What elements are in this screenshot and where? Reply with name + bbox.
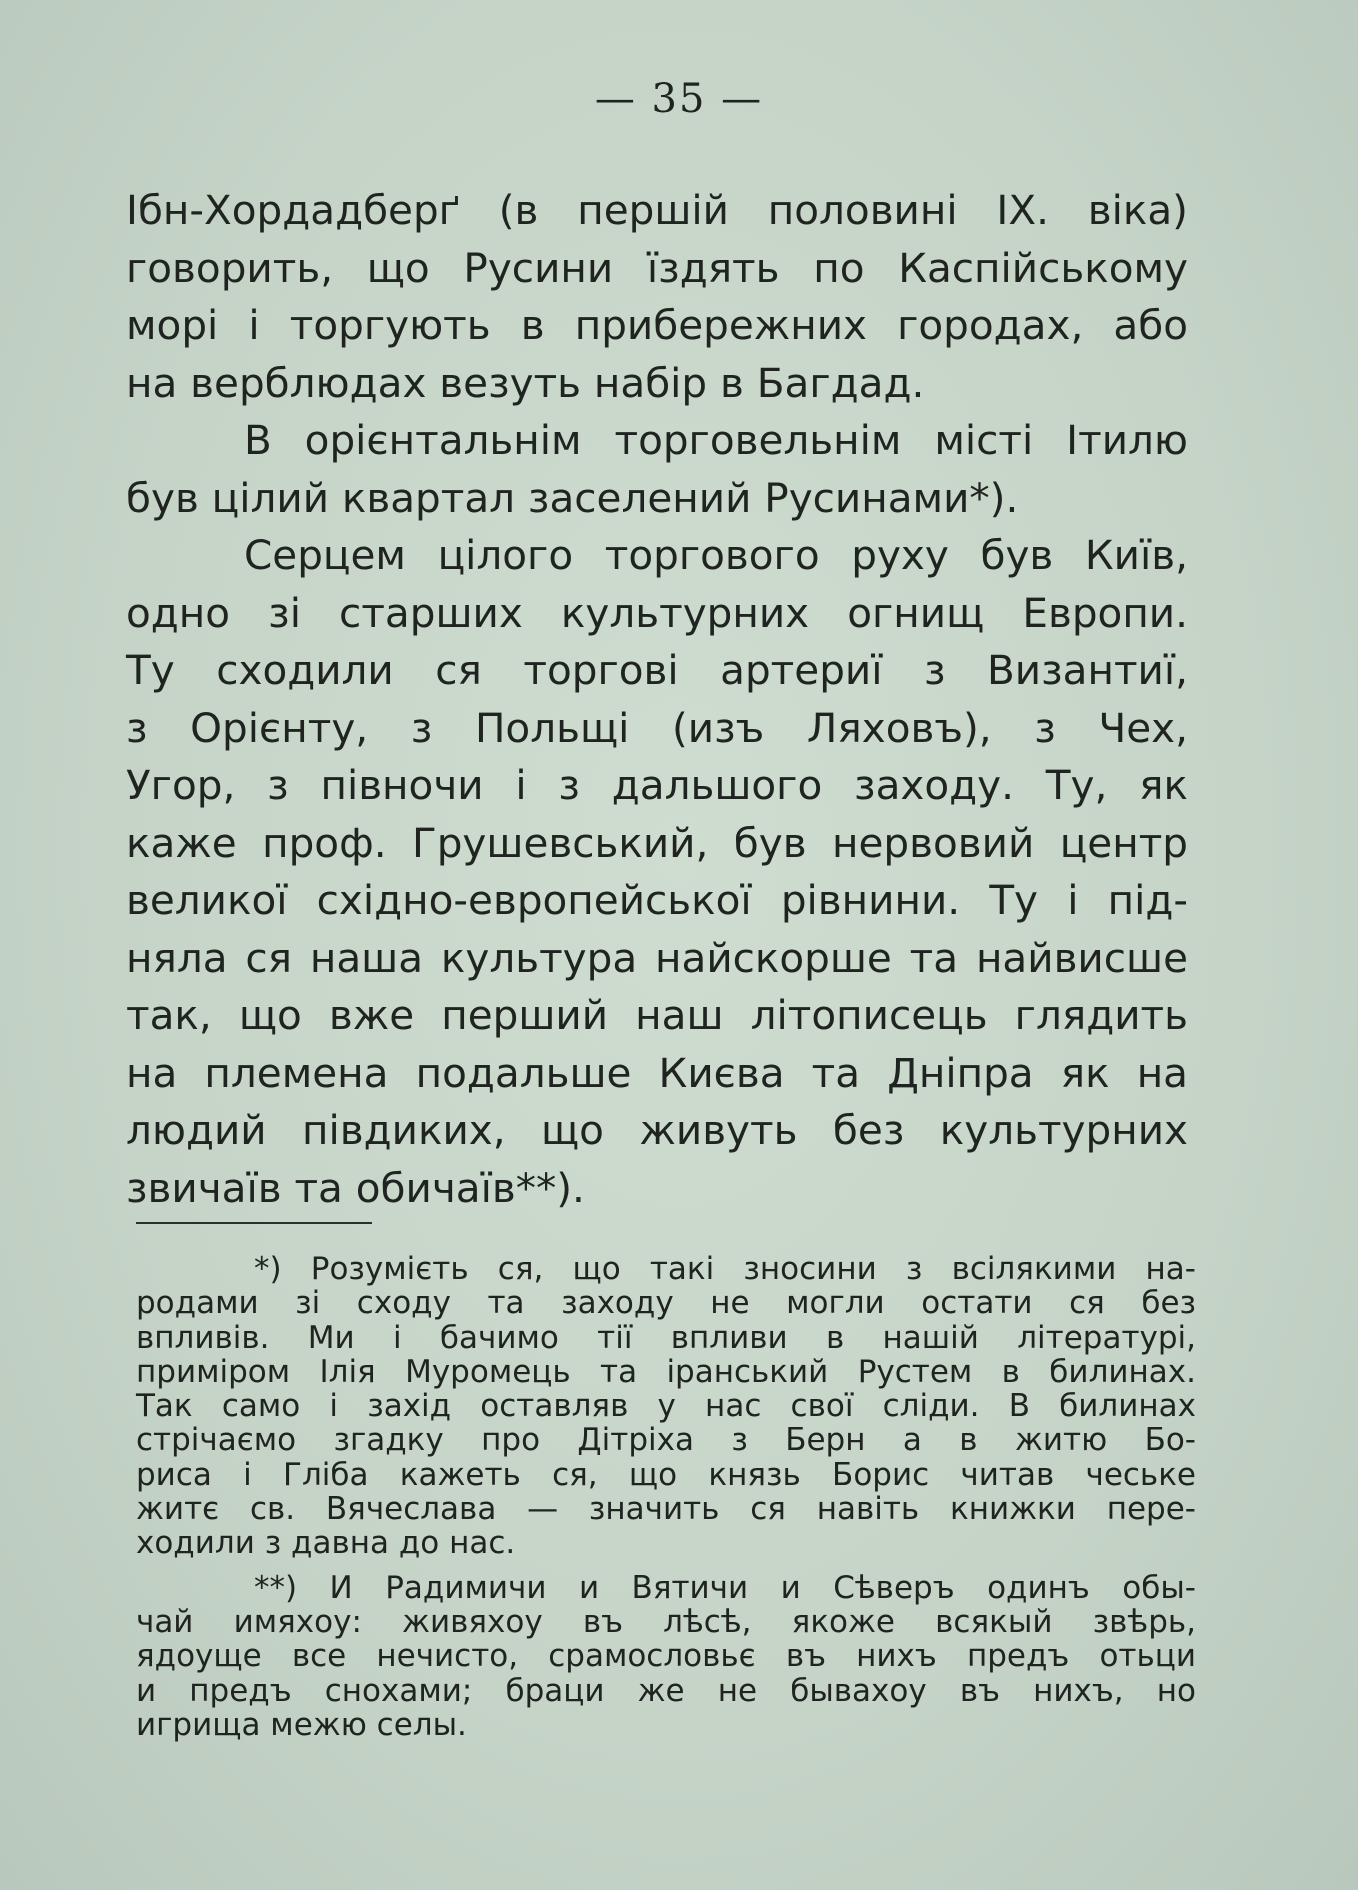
footnote-line: впливів. Ми і бачимо тії впливи в нашій літературі, bbox=[136, 1319, 1196, 1356]
footnote-line: ходили з давна до нас. bbox=[136, 1525, 516, 1562]
text-line: Серцем цілого торгового руху був Київ, bbox=[244, 531, 1188, 579]
text-line: великої східно-европейської рівнини. Ту і під- bbox=[126, 876, 1188, 924]
text-line: був цілий квартал заселений Русинами*). bbox=[126, 473, 1019, 522]
footnotes bbox=[136, 1252, 1196, 1742]
footnote-line: *) Розумієть ся, що такі зносини з всілякими на- bbox=[254, 1251, 1196, 1287]
text-line: Ібн-Хордадберґ (в першій половині ІХ. віка) bbox=[126, 186, 1188, 234]
footnote-line: родами зі сходу та заходу не могли остати ся без bbox=[136, 1285, 1196, 1322]
footnote-2 bbox=[136, 1571, 1196, 1742]
text-line: Ту сходили ся торгові артериї з Византиї, bbox=[126, 646, 1188, 694]
footnote-line: риса і Гліба кажеть ся, що князь Борис читав чеське bbox=[136, 1456, 1196, 1493]
footnote-line: чай имяхоу: живяхоу въ лѣсѣ, якоже всякый звѣрь, bbox=[136, 1603, 1196, 1640]
footnote-line: Так само і захід оставляв у нас свої сліди. В билинах bbox=[136, 1388, 1196, 1425]
page-number: — 35 — bbox=[594, 76, 764, 122]
footnote-line: стрічаємо згадку про Дітріха з Берн а в житю Бо- bbox=[136, 1422, 1196, 1459]
footnote-1 bbox=[136, 1252, 1196, 1561]
text-line: з Орієнту, з Польщі (изъ Ляховъ), з Чех, bbox=[126, 703, 1188, 752]
footnote-divider bbox=[136, 1222, 372, 1224]
footnote-line: житє св. Вячеслава — значить ся навіть книжки пере- bbox=[136, 1491, 1196, 1528]
text-line: говорить, що Русини їздять по Каспійському bbox=[126, 243, 1188, 292]
paragraph-2 bbox=[126, 412, 1188, 527]
text-line: морі і торгують в прибережних городах, або bbox=[126, 301, 1188, 349]
text-line: Угор, з півночи і з дальшого заходу. Ту, як bbox=[126, 761, 1188, 809]
text-line: на верблюдах везуть набір в Багдад. bbox=[126, 358, 925, 407]
text-line: звичаїв та обичаїв**). bbox=[126, 1163, 585, 1212]
paragraph-3 bbox=[126, 527, 1188, 1217]
paragraph-1 bbox=[126, 182, 1188, 412]
footnote-line: и предъ снохами; браци же не бывахоу въ нихъ, но bbox=[136, 1672, 1196, 1709]
footnote-line: ядоуще все нечисто, срамословьє въ нихъ предъ отьци bbox=[136, 1638, 1196, 1675]
text-line: одно зі старших культурних огнищ Европи. bbox=[126, 588, 1188, 637]
text-line: так, що вже перший наш літописець глядить bbox=[126, 991, 1188, 1039]
text-line: каже проф. Грушевський, був нервовий центр bbox=[126, 818, 1188, 867]
main-text bbox=[126, 182, 1188, 1217]
footnote-line: игрища межю селы. bbox=[136, 1706, 467, 1743]
text-line: В орієнтальнім торговельнім місті Ітилю bbox=[244, 416, 1188, 464]
text-line: на племена подальше Києва та Дніпра як на bbox=[126, 1048, 1188, 1097]
footnote-line: приміром Ілія Муромець та іранський Рустем в билинах. bbox=[136, 1353, 1196, 1390]
text-line: няла ся наша культура найскорше та найвисше bbox=[126, 933, 1188, 982]
text-line: людий півдиких, що живуть без культурних bbox=[126, 1106, 1188, 1154]
footnote-line: **) И Радимичи и Вятичи и Сѣверъ одинъ обы- bbox=[254, 1569, 1196, 1606]
